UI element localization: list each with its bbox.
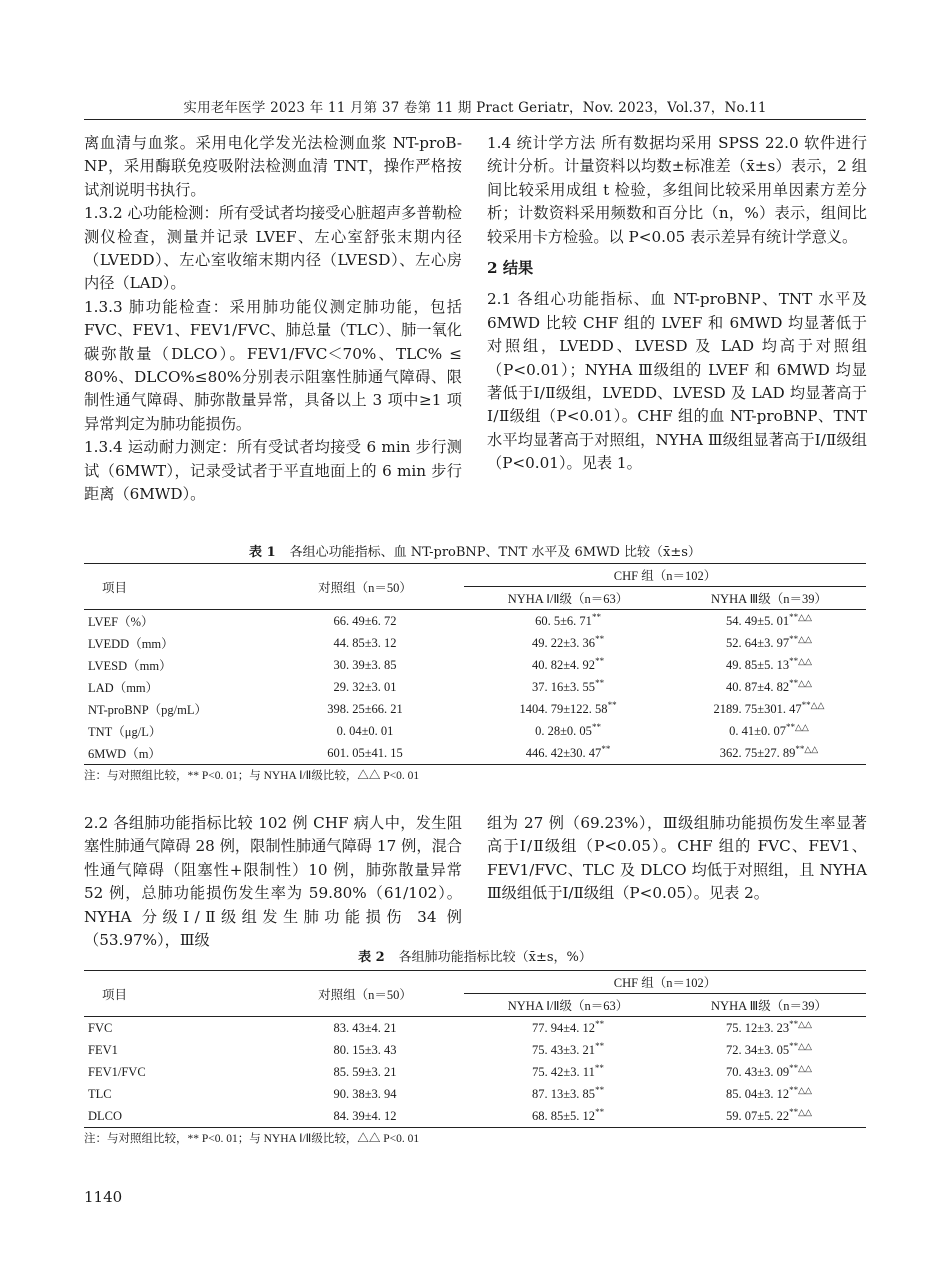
cell-control <box>266 654 464 676</box>
significance-mark: ** <box>591 722 601 733</box>
cell-control-value: 85. 59±3. 21 <box>333 1064 397 1079</box>
table2-caption-text: 各组肺功能指标比较（x̄±s，%） <box>398 950 592 965</box>
table-row <box>84 1017 866 1040</box>
cell-nyha-3 <box>672 1017 866 1040</box>
table-row <box>84 1061 866 1083</box>
cell-control-value: 601. 05±41. 15 <box>327 745 403 760</box>
cell-control-value: 0. 04±0. 01 <box>336 723 394 738</box>
cell-nyha-1-2 <box>464 698 672 720</box>
cell-control <box>266 1061 464 1083</box>
row-item-value: LAD（mm） <box>88 681 159 695</box>
row-item-value: 6MWD（m） <box>88 747 161 761</box>
cell-nyha-3 <box>672 1105 866 1128</box>
cell-control <box>266 698 464 720</box>
significance-mark: **△△ <box>789 1085 812 1096</box>
cell-nyha-1-2-value: 77. 94±4. 12 <box>531 1021 596 1036</box>
cell-control <box>266 632 464 654</box>
cell-control-value: 66. 49±6. 72 <box>333 613 397 628</box>
cell-nyha-1-2-value: 446. 42±30. 47 <box>525 746 602 761</box>
row-item-value: FEV1/FVC <box>88 1064 146 1079</box>
row-item-value: NT-proBNP（pg/mL） <box>88 703 207 717</box>
cell-nyha-3 <box>672 632 866 654</box>
table1 <box>84 563 866 765</box>
row-item <box>84 1061 266 1083</box>
section-heading: 2 结果 <box>487 259 534 278</box>
cell-nyha-3-value: 59. 07±5. 22 <box>726 1109 790 1124</box>
significance-mark: **△△ <box>789 612 812 623</box>
cell-nyha-1-2 <box>464 1039 672 1061</box>
cell-nyha-3 <box>672 1061 866 1083</box>
paragraph: 1.3.2 心功能检测：所有受试者均接受心脏超声多普勒检测仪检查，测量并记录 LVEF、左心室舒张末期内径（LVEDD）、左心室收缩末期内径（LVESD）、左心房内径（LAD）。 <box>84 204 462 293</box>
paragraph: 组为 27 例（69.23%），Ⅲ级组肺功能损伤发生率显著高于Ⅰ/Ⅱ级组（P<0.05）。CHF 组的 FVC、FEV1、FEV1/FVC、TLC 及 DLCO 均低于对照组，且 NYHA Ⅲ级组低于Ⅰ/Ⅱ级组（P<0.05）。见表 2。 <box>487 814 867 903</box>
significance-mark: ** <box>595 1085 605 1096</box>
cell-control-value: 29. 32±3. 01 <box>333 679 397 694</box>
row-item <box>84 698 266 720</box>
table-row <box>84 1039 866 1061</box>
table2 <box>84 970 866 1128</box>
cell-nyha-3 <box>672 610 866 633</box>
cell-nyha-1-2 <box>464 742 672 765</box>
cell-nyha-3 <box>672 720 866 742</box>
header-rule <box>84 119 866 120</box>
cell-nyha-3-value: 72. 34±3. 05 <box>726 1043 790 1058</box>
cell-control <box>266 676 464 698</box>
significance-mark: ** <box>595 634 605 645</box>
cell-control-value: 398. 25±66. 21 <box>327 701 403 716</box>
cell-nyha-1-2 <box>464 1061 672 1083</box>
significance-mark: **△△ <box>789 634 812 645</box>
th-item: 项目 <box>84 971 266 1017</box>
paragraph: 1.3.3 肺功能检查：采用肺功能仪测定肺功能，包括 FVC、FEV1、FEV1/FVC、肺总量（TLC）、肺一氧化碳弥散量（DLCO）。FEV1/FVC＜70%、TLC% ≤ 80%、DLCO%≤80%分别表示阻塞性肺通气障碍、限制性通气障碍、肺弥散量异常，具备以上 3 项中≥1 项异常判定为肺功能损伤。 <box>84 297 462 433</box>
left-column-2 <box>84 812 462 952</box>
cell-nyha-1-2 <box>464 654 672 676</box>
table1-label: 表 1 <box>249 545 276 560</box>
cell-nyha-1-2-value: 40. 82±4. 92 <box>531 658 596 673</box>
table-row <box>84 676 866 698</box>
cell-control <box>266 1083 464 1105</box>
cell-nyha-1-2-value: 75. 43±3. 21 <box>531 1043 596 1058</box>
cell-nyha-1-2 <box>464 676 672 698</box>
paragraph: 2.2 各组肺功能指标比较 102 例 CHF 病人中，发生阻塞性肺通气障碍 28 例，限制性肺通气障碍 17 例，混合性通气障碍（阻塞性+限制性）10 例，肺弥散量异常 52 例，总肺功能损伤发生率为 59.80%（61/102）。NYHA 分级Ⅰ/Ⅱ级组发生肺功能损伤 34 例（53.97%），Ⅲ级 <box>84 814 462 950</box>
th-chf: CHF 组（n＝102） <box>464 971 866 994</box>
cell-nyha-3 <box>672 742 866 765</box>
table1-caption <box>0 541 950 560</box>
row-item-value: TLC <box>88 1086 112 1101</box>
row-item <box>84 1105 266 1128</box>
cell-nyha-1-2 <box>464 1017 672 1040</box>
table2-label: 表 2 <box>358 950 385 965</box>
row-item <box>84 1039 266 1061</box>
th-control: 对照组（n＝50） <box>266 971 464 1017</box>
significance-mark: **△△ <box>789 678 812 689</box>
th-nyha-3: NYHA Ⅲ级（n＝39） <box>672 994 866 1017</box>
cell-control <box>266 610 464 633</box>
cell-nyha-3-value: 54. 49±5. 01 <box>726 614 790 629</box>
cell-nyha-1-2-value: 49. 22±3. 36 <box>531 636 596 651</box>
right-column-2 <box>487 812 867 906</box>
cell-control <box>266 742 464 765</box>
significance-mark: **△△ <box>786 722 809 733</box>
row-item-value: LVESD（mm） <box>88 659 172 673</box>
significance-mark: ** <box>607 700 617 711</box>
row-item <box>84 654 266 676</box>
left-column <box>84 132 462 507</box>
row-item <box>84 1083 266 1105</box>
table2-caption <box>0 946 950 965</box>
cell-nyha-3-value: 362. 75±27. 89 <box>719 746 796 761</box>
cell-control-value: 90. 38±3. 94 <box>333 1086 397 1101</box>
significance-mark: ** <box>595 1019 605 1030</box>
cell-nyha-3 <box>672 676 866 698</box>
row-item <box>84 676 266 698</box>
cell-nyha-1-2-value: 87. 13±3. 85 <box>531 1087 596 1102</box>
cell-nyha-3 <box>672 654 866 676</box>
cell-nyha-1-2-value: 0. 28±0. 05 <box>535 724 592 739</box>
row-item-value: FEV1 <box>88 1042 118 1057</box>
significance-mark: **△△ <box>789 1019 812 1030</box>
row-item <box>84 610 266 633</box>
cell-control <box>266 720 464 742</box>
cell-control-value: 83. 43±4. 21 <box>333 1020 397 1035</box>
cell-control <box>266 1017 464 1040</box>
significance-mark: ** <box>594 1063 604 1074</box>
significance-mark: **△△ <box>795 744 819 755</box>
significance-mark: **△△ <box>801 700 825 711</box>
cell-control-value: 84. 39±4. 12 <box>333 1108 397 1123</box>
cell-nyha-1-2-value: 60. 5±6. 71 <box>535 614 592 629</box>
cell-nyha-1-2-value: 75. 42±3. 11 <box>532 1065 595 1080</box>
significance-mark: ** <box>601 744 611 755</box>
th-item: 项目 <box>84 564 266 610</box>
cell-nyha-3-value: 0. 41±0. 07 <box>729 724 787 739</box>
cell-nyha-1-2 <box>464 1083 672 1105</box>
th-chf: CHF 组（n＝102） <box>464 564 866 587</box>
paragraph: 1.4 统计学方法 所有数据均采用 SPSS 22.0 软件进行统计分析。计量资料以均数±标准差（x̄±s）表示，2 组间比较采用成组 t 检验，多组间比较采用单因素方差分析；计数资料采用频数和百分比（n，%）表示，组间比较采用卡方检验。以 P<0.05 表示差异有统计学意义。 <box>487 134 867 246</box>
row-item <box>84 742 266 765</box>
row-item-value: FVC <box>88 1020 113 1035</box>
th-nyha-3: NYHA Ⅲ级（n＝39） <box>672 587 866 610</box>
cell-control <box>266 1039 464 1061</box>
significance-mark: ** <box>591 612 601 623</box>
significance-mark: **△△ <box>789 1063 812 1074</box>
row-item-value: DLCO <box>88 1108 123 1123</box>
cell-nyha-3-value: 52. 64±3. 97 <box>726 636 790 651</box>
table2-note: 注：与对照组比较，** P<0. 01；与 NYHA Ⅰ/Ⅱ级比较，△△ P<0. 01 <box>84 1133 420 1145</box>
row-item <box>84 1017 266 1040</box>
cell-nyha-3 <box>672 698 866 720</box>
cell-nyha-3 <box>672 1083 866 1105</box>
cell-nyha-1-2 <box>464 610 672 633</box>
cell-control-value: 80. 15±3. 43 <box>333 1042 397 1057</box>
significance-mark: ** <box>595 656 605 667</box>
cell-nyha-3-value: 40. 87±4. 82 <box>726 680 790 695</box>
cell-nyha-3-value: 2189. 75±301. 47 <box>713 702 802 717</box>
cell-nyha-3 <box>672 1039 866 1061</box>
table-row <box>84 1105 866 1128</box>
th-nyha-1-2: NYHA Ⅰ/Ⅱ级（n＝63） <box>464 587 672 610</box>
right-column <box>487 132 867 476</box>
table1-caption-text: 各组心功能指标、血 NT-proBNP、TNT 水平及 6MWD 比较（x̄±s） <box>289 545 701 560</box>
table-row <box>84 698 866 720</box>
row-item <box>84 720 266 742</box>
row-item-value: TNT（μg/L） <box>88 725 162 739</box>
paragraph: 2.1 各组心功能指标、血 NT-proBNP、TNT 水平及 6MWD 比较 CHF 组的 LVEF 和 6MWD 均显著低于对照组，LVEDD、LVESD 及 LAD 均高于对照组（P<0.01）；NYHA Ⅲ级组的 LVEF 和 6MWD 均显著低于Ⅰ/Ⅱ级组，LVEDD、LVESD 及 LAD 均显著高于Ⅰ/Ⅱ级组（P<0.01）。CHF 组的血 NT-proBNP、TNT 水平均显著高于对照组，NYHA Ⅲ级组显著高于Ⅰ/Ⅱ级组（P<0.01）。见表 1。 <box>487 290 867 473</box>
table-row <box>84 610 866 633</box>
cell-nyha-3-value: 75. 12±3. 23 <box>726 1021 790 1036</box>
cell-nyha-1-2-value: 68. 85±5. 12 <box>531 1109 596 1124</box>
row-item <box>84 632 266 654</box>
table-row <box>84 654 866 676</box>
paragraph: 离血清与血浆。采用电化学发光法检测血浆 NT-proB-NP，采用酶联免疫吸附法检测血清 TNT，操作严格按试剂说明书执行。 <box>84 134 462 199</box>
table1-note: 注：与对照组比较，** P<0. 01；与 NYHA Ⅰ/Ⅱ级比较，△△ P<0. 01 <box>84 770 420 782</box>
significance-mark: **△△ <box>789 1107 812 1118</box>
significance-mark: ** <box>595 1041 605 1052</box>
cell-nyha-1-2 <box>464 632 672 654</box>
cell-nyha-1-2 <box>464 1105 672 1128</box>
table-row <box>84 720 866 742</box>
cell-nyha-1-2-value: 37. 16±3. 55 <box>531 680 596 695</box>
significance-mark: **△△ <box>789 656 812 667</box>
cell-control-value: 30. 39±3. 85 <box>333 657 397 672</box>
th-control: 对照组（n＝50） <box>266 564 464 610</box>
cell-nyha-3-value: 70. 43±3. 09 <box>726 1065 790 1080</box>
running-header: 实用老年医学 2023 年 11 月第 37 卷第 11 期 Pract Geriatr，Nov. 2023，Vol.37，No.11 <box>183 100 767 116</box>
row-item-value: LVEF（%） <box>88 615 154 629</box>
significance-mark: ** <box>595 1107 605 1118</box>
cell-nyha-1-2-value: 1404. 79±122. 58 <box>519 702 608 717</box>
th-nyha-1-2: NYHA Ⅰ/Ⅱ级（n＝63） <box>464 994 672 1017</box>
significance-mark: **△△ <box>789 1041 812 1052</box>
cell-control <box>266 1105 464 1128</box>
significance-mark: ** <box>595 678 605 689</box>
table-row <box>84 1083 866 1105</box>
cell-nyha-3-value: 85. 04±3. 12 <box>726 1087 790 1102</box>
cell-control-value: 44. 85±3. 12 <box>333 635 397 650</box>
paragraph: 1.3.4 运动耐力测定：所有受试者均接受 6 min 步行测试（6MWT），记录受试者于平直地面上的 6 min 步行距离（6MWD）。 <box>84 438 462 504</box>
cell-nyha-1-2 <box>464 720 672 742</box>
table-row <box>84 632 866 654</box>
row-item-value: LVEDD（mm） <box>88 637 174 651</box>
cell-nyha-3-value: 49. 85±5. 13 <box>726 658 790 673</box>
table-row <box>84 742 866 765</box>
page-number: 1140 <box>84 1188 123 1206</box>
